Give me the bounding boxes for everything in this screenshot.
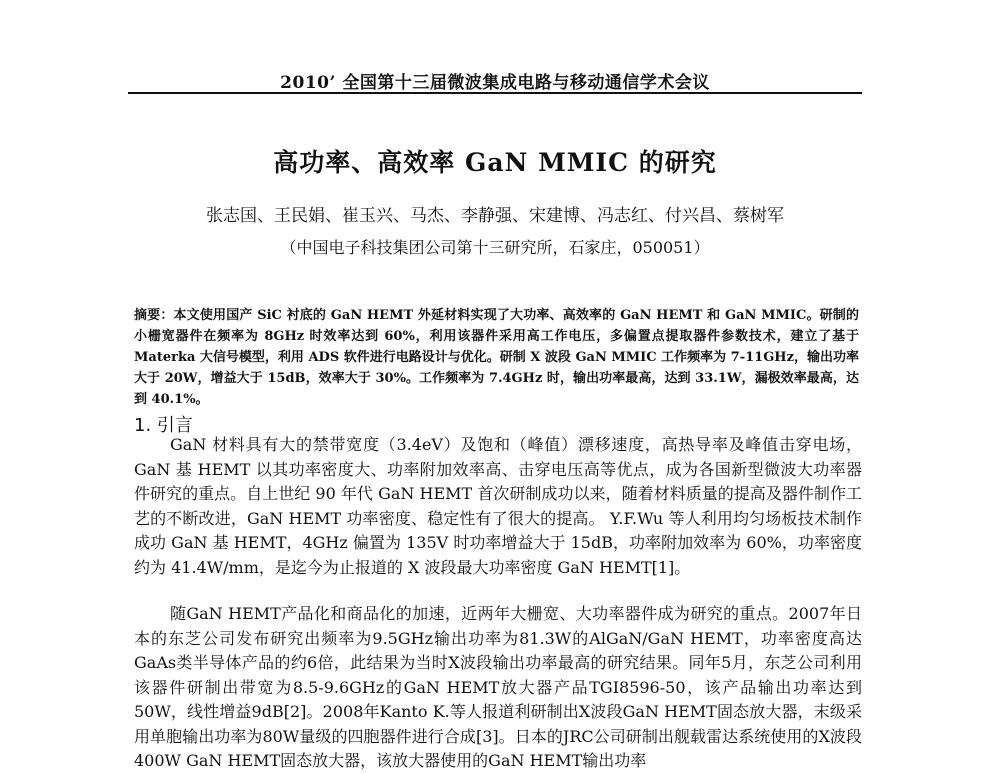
conference-header: 2010’ 全国第十三届微波集成电路与移动通信学术会议 bbox=[280, 73, 710, 93]
affiliation: （中国电子科技集团公司第十三研究所，石家庄，050051） bbox=[280, 238, 710, 257]
header-rule bbox=[128, 92, 862, 94]
abstract bbox=[134, 305, 859, 410]
body-paragraph-1: GaN 材料具有大的禁带宽度（3.4eV）及饱和（峰值）漂移速度，高热导率及峰值击穿电场，GaN 基 HEMT 以其功率密度大、功率附加效率高、击穿电压高等优点，成为各国新型微波大功率器件研究的重点。自上世纪 90 年代 GaN HEMT 首次研制成功以来，随着材料质量的提高及器件制作工艺的不断改进，GaN HEMT 功率密度、稳定性有了很大的提高。 Y.F.Wu 等人利用均匀场板技术制作成功 GaN 基 HEMT，4GHz 偏置为 135V 时功率增益大于 15dB，功率附加效率为 60%，功率密度约为 41.4W/mm，是迄今为止报道的 X 波段最大功率密度 GaN HEMT[1]。 bbox=[134, 435, 862, 577]
body-paragraph-2: 随GaN HEMT产品化和商品化的加速，近两年大栅宽、大功率器件成为研究的重点。2007年日本的东芝公司发布研究出频率为9.5GHz输出功率为81.3W的AlGaN/GaN HEMT，功率密度高达GaAs类半导体产品的约6倍，此结果为当时X波段输出功率最高的研究结果。同年5月，东芝公司利用该器件研制出带宽为8.5-9.6GHz的GaN HEMT放大器产品TGI8596-50，该产品输出功率达到50W，线性增益9dB[2]。2008年Kanto K.等人报道利研制出X波段GaN HEMT固态放大器，末级采用单胞输出功率为80W量级的四胞器件进行合成[3]。日本的JRC公司研制出舰载雷达系统使用的X波段400W GaN HEMT固态放大器，该放大器使用的GaN HEMT输出功率 bbox=[134, 604, 862, 770]
abstract-text: 本文使用国产 SiC 衬底的 GaN HEMT 外延材料实现了大功率、高效率的 GaN HEMT 和 GaN MMIC。研制的小栅宽器件在频率为 8GHz 时效率达到 60%，利用该器件采用高工作电压，多偏置点提取器件参数技术，建立了基于 Materka 大信号模型，利用 ADS 软件进行电路设计与优化。研制 X 波段 GaN MMIC 工作频率为 7-11GHz，输出功率大于 20W，增益大于 15dB，效率大于 30%。工作频率为 7.4GHz 时，输出功率最高，达到 33.1W，漏极效率最高，达到 40.1%。 bbox=[134, 308, 859, 407]
author-list: 张志国、王民娟、崔玉兴、马杰、李静强、宋建博、冯志红、付兴昌、蔡树军 bbox=[206, 206, 784, 226]
section-heading-introduction: 1. 引言 bbox=[134, 415, 193, 436]
paper-title: 高功率、高效率 GaN MMIC 的研究 bbox=[273, 148, 717, 177]
abstract-label: 摘要： bbox=[134, 308, 174, 323]
